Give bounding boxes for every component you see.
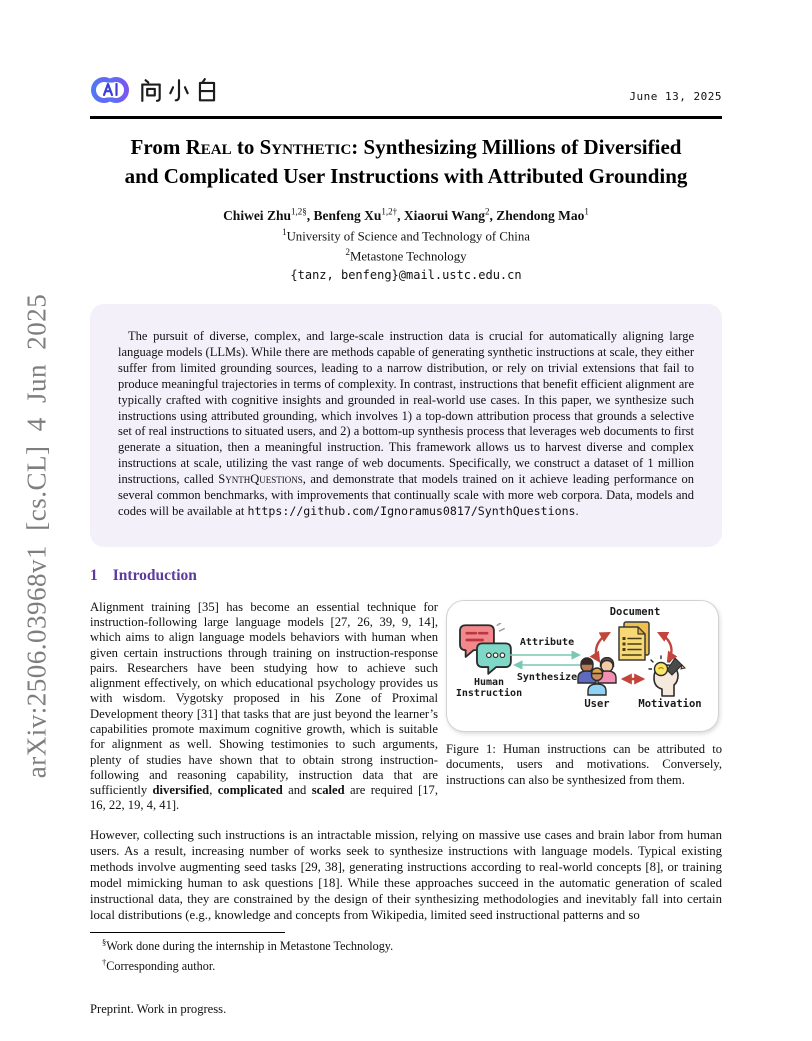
footnote-internship: §Work done during the internship in Metastone Technology.	[102, 937, 394, 954]
figure-label-user: User	[584, 697, 610, 710]
intro-paragraph-2: However, collecting such instructions is an intractable mission, relying on massive use cases and brain labor from human users. As a result, increasing number of works seek to synthesize instructions with language models. Typical existing methods involve augmenting seed tasks [29, 38], generating instructions according to real-world concepts [8], or training model mimicking human to ask questions [18]. While these approaches succeed in the automatic generation of scaled instructional data, they are constrained by the design of their synthesizing methodologies and inevitably fall into certain local distributions (e.g., knowledge and concepts from Wikipedia, limited seed instructional patterns and so	[90, 827, 722, 923]
figure-label-motivation: Motivation	[638, 697, 702, 710]
github-link[interactable]: https://github.com/Ignoramus0817/SynthQuestions	[247, 503, 576, 518]
paper-content	[90, 0, 722, 1017]
author: Benfeng $Xu^{1,2\dagger}$,	[313, 206, 404, 223]
intro-paragraph-1: Alignment training [35] has become an essential technique for instruction-following large language models [27, 26, 39, 9, 14], which aims to align language models behaviors with human when given certain instructions through training on instruction-response pairs. Researchers have been studying how to achieve such alignment effectively, on which educational psychology provides us with wisdom. Vygotsky proposed in his Zone of Proximal Development theory [31] that tasks that are just beyond the learner’s capabilities promote maximum cognitive growth, which is suitable for alignment as well. Showing testimonies to such arguments, plenty of studies have shown that to obtain strong instruction-following and reasoning capability, instruction data that are sufficiently diversified, complicated and scaled are required [17, 16, 22, 19, 4, 41].	[90, 599, 439, 813]
header-rule	[90, 116, 722, 119]
intro-columns	[90, 600, 722, 814]
figure-caption-tag: Figure 1:	[446, 741, 496, 756]
author: Xiaorui Wang$^2$,	[403, 206, 497, 223]
wenxiaobai-ai-logo-icon	[90, 73, 130, 107]
wenxiaobai-logo	[90, 73, 220, 107]
footnote-corresponding: †Corresponding author.	[102, 956, 216, 973]
section-heading-introduction: 1 Introduction	[90, 566, 197, 584]
preprint-note: Preprint. Work in progress.	[90, 1002, 227, 1017]
contact-email[interactable]: {tanz, benfeng}@mail.ustc.edu.cn	[290, 268, 522, 283]
hanzi-bai-icon	[194, 77, 220, 103]
title-line-1: From Real to Synthetic: Synthesizing Millions of Diversified	[130, 135, 682, 159]
intro-left-column	[90, 600, 438, 814]
figure-label-document: Document	[609, 605, 661, 618]
logo-wordmark	[138, 77, 220, 103]
author-line	[90, 206, 722, 224]
affiliation-1: $^1$University of Science and Technology of China	[282, 226, 530, 243]
header	[90, 70, 722, 110]
header-date: June 13, 2025	[629, 89, 722, 103]
user-group-icon	[575, 657, 619, 697]
paper-title	[90, 133, 722, 190]
hanzi-wen-icon	[138, 77, 164, 103]
hanzi-xiao-icon	[166, 77, 192, 103]
figure-label-human-instruction: Human Instruction	[455, 676, 523, 699]
affiliation-2: $^2$Metastone Technology	[345, 246, 467, 264]
abstract-text: The pursuit of diverse, complex, and large-scale instruction data is crucial for automatically aligning large language models (LLMs). While there are methods capable of generating synthetic instructions at scale, they either suffer from limited grounding sources, leading to a narrow distribution, or rely on trivial extensions that fail to produce meaningful trajectories in terms of complexity. In contrast, instructions that benefit efficient alignment are typically crafted with cognitive insights and grounded in real-world use cases. In this paper, we synthesize such instructions using attributed grounding, which involves 1) a top-down attribution process that grounds a selective set of real instructions to situated users, and 2) a bottom-up synthesis process that leverages web documents to first generate a situation, then a meaningful instruction. This framework allows us to harvest diverse and complex instructions at scale, utilizing the vast range of web documents. Specifically, we construct a dataset of 1 million instructions, called SynthQuestions, and demonstrate that models trained on it achieve leading performance on several common benchmarks, with improvements that continually scale with more web corpora. Data, models and codes will be available at https://github.com/Ignoramus0817/SynthQuestions.	[118, 329, 694, 518]
title-line-2: and Complicated User Instructions with Attributed Grounding	[124, 163, 688, 188]
figure-label-attribute: Attribute	[519, 636, 575, 648]
motivation-idea-icon	[645, 655, 687, 697]
arxiv-stamp: arXiv:2506.03968v1 [cs.CL] 4 Jun 2025	[21, 293, 52, 779]
dataset-name: SynthQuestions	[218, 472, 303, 486]
figure-1	[446, 600, 719, 732]
abstract-panel	[90, 304, 722, 547]
figure-1-caption: Figure 1: Human instructions can be attributed to documents, users and motivations. Conversely, instructions can also be synthesized from them.	[446, 741, 722, 788]
footnote-rule	[90, 932, 285, 933]
figure-column	[446, 600, 722, 814]
footnotes	[90, 936, 722, 975]
author: Chiwei Zhu$^{1,2\S}$,	[223, 206, 314, 223]
author: Zhendong Mao$^1$	[496, 206, 589, 223]
figure-label-synthesize: Synthesize	[516, 671, 578, 683]
